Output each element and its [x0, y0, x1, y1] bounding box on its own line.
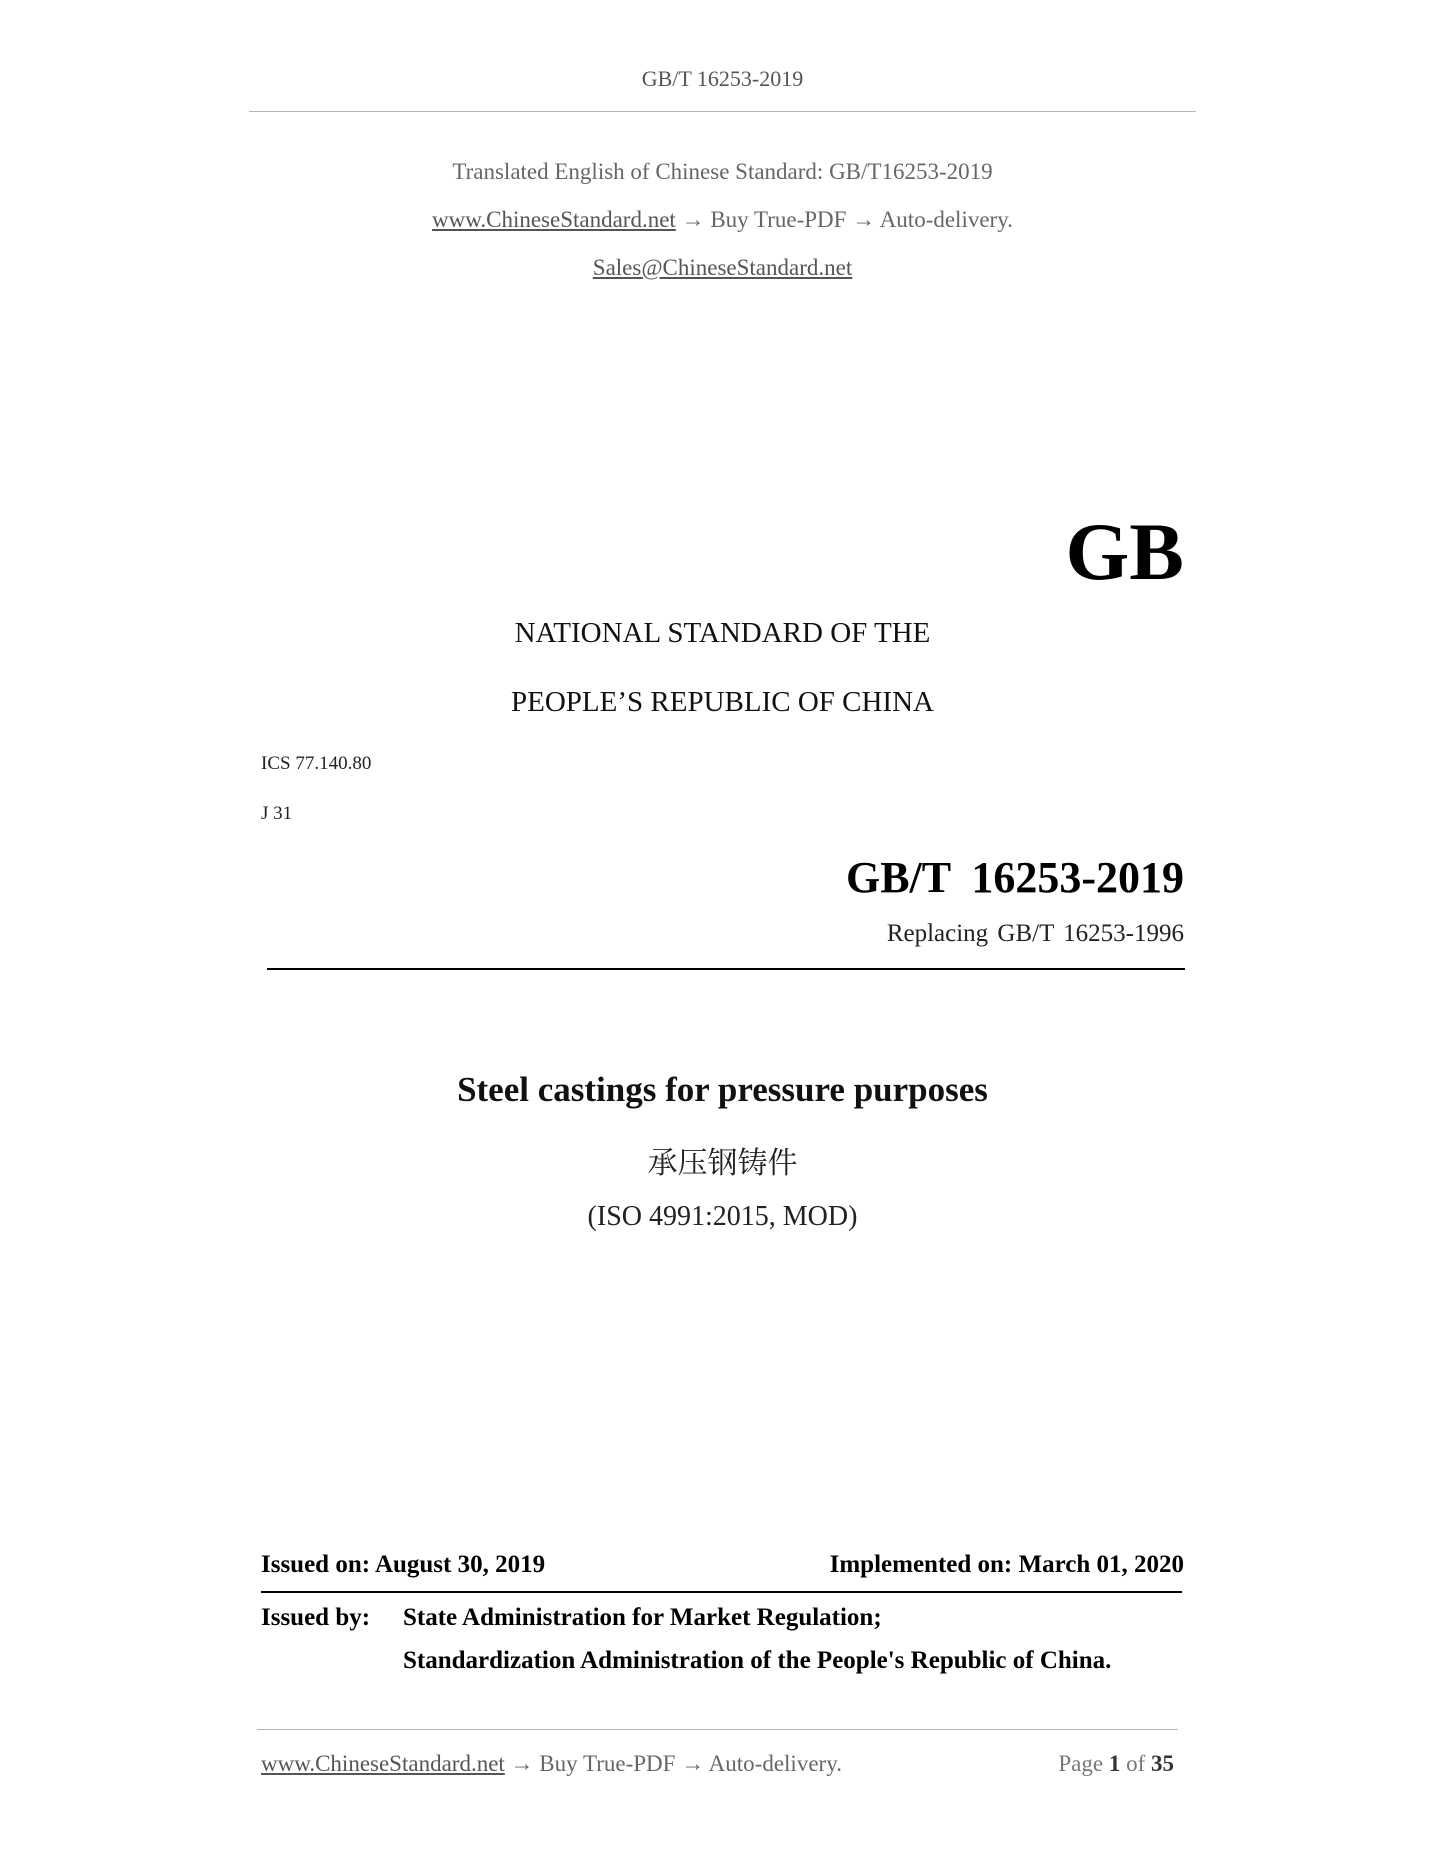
auto-delivery-text: Auto-delivery.: [879, 207, 1013, 232]
implemented-on-date: Implemented on: March 01, 2020: [829, 1551, 1184, 1578]
footer-divider: [257, 1729, 1178, 1730]
arrow-right-icon: →: [681, 207, 705, 232]
issued-by-label: Issued by:: [261, 1604, 371, 1631]
header-divider: [249, 111, 1196, 112]
national-standard-line-1: NATIONAL STANDARD OF THE: [514, 617, 931, 649]
arrow-right-icon: →: [510, 1751, 534, 1776]
notice-links-line: [0, 207, 1445, 233]
ccs-code: J 31: [261, 803, 293, 824]
ics-code: ICS 77.140.80: [261, 753, 372, 774]
footer-links-line: [261, 1751, 842, 1777]
sales-email-link[interactable]: Sales@ChineseStandard.net: [592, 255, 853, 280]
national-standard-line-2: PEOPLE’S REPUBLIC OF CHINA: [511, 686, 934, 718]
issuer-2: Standardization Administration of the People's Republic of China.: [403, 1647, 1112, 1674]
issued-on-date: Issued on: August 30, 2019: [261, 1551, 546, 1578]
page-total: 35: [1151, 1751, 1174, 1776]
running-header: GB/T 16253-2019: [641, 66, 804, 91]
title-divider: [267, 968, 1185, 970]
document-title-chinese: 承压钢铸件: [647, 1146, 798, 1181]
email-line: [0, 255, 1445, 281]
site-link[interactable]: www.ChineseStandard.net: [432, 207, 676, 232]
replacing-note: Replacing GB/T 16253-1996: [886, 920, 1184, 947]
page-of-label: of: [1126, 1751, 1146, 1776]
translation-notice: Translated English of Chinese Standard: GB/T16253-2019: [452, 159, 993, 184]
buy-pdf-text: Buy True-PDF: [710, 207, 847, 232]
gb-logo: GB: [1065, 506, 1184, 597]
arrow-right-icon: →: [852, 207, 876, 232]
auto-delivery-text: Auto-delivery.: [708, 1751, 842, 1776]
arrow-right-icon: →: [681, 1751, 705, 1776]
issue-divider: [261, 1591, 1182, 1593]
document-title: Steel castings for pressure purposes: [457, 1070, 988, 1109]
footer-site-link[interactable]: www.ChineseStandard.net: [261, 1751, 505, 1776]
page-current: 1: [1108, 1751, 1121, 1776]
page-label: Page: [1058, 1751, 1104, 1776]
standard-number: GB/T 16253-2019: [845, 853, 1184, 902]
issuer-1: State Administration for Market Regulation;: [403, 1604, 882, 1631]
iso-reference: (ISO 4991:2015, MOD): [587, 1201, 858, 1232]
page-indicator: [1058, 1751, 1174, 1777]
buy-pdf-text: Buy True-PDF: [539, 1751, 676, 1776]
